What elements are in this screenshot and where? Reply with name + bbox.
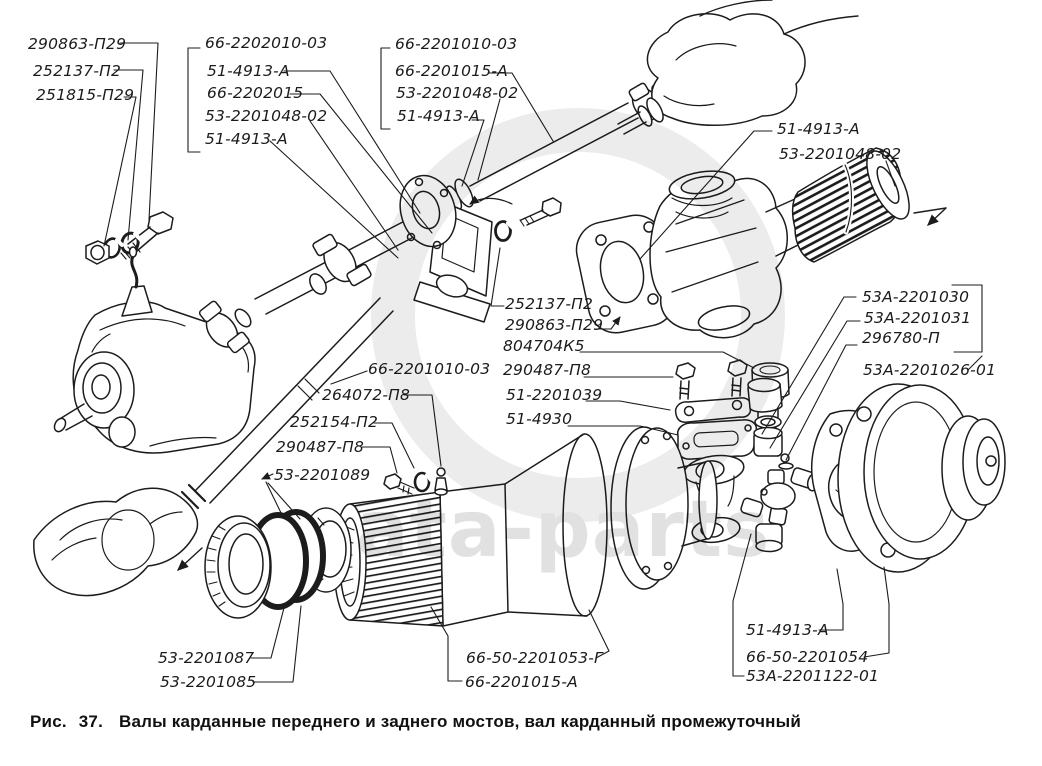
- grease-nipple-icon: [437, 468, 445, 476]
- gasket: [678, 420, 757, 459]
- part-label-66-50-2201053-g: 66-50-2201053-Г: [466, 649, 603, 667]
- ujoint-cross-parts: [740, 379, 822, 552]
- part-label-66-2201010-03-left: 66-2201010-03: [368, 360, 491, 378]
- part-label-66-50-2201054: 66-50-2201054: [746, 648, 869, 666]
- rear-axle-housing: [618, 0, 858, 134]
- figure-caption: [30, 712, 801, 732]
- part-label-290487-p8-left: 290487-П8: [276, 438, 365, 456]
- part-label-51-4913-a-5: 51-4913-А: [746, 621, 829, 639]
- part-label-252137-p2-top: 252137-П2: [33, 62, 122, 80]
- part-label-804704k5: 804704К5: [503, 337, 585, 355]
- part-label-53-2201048-02-1: 53-2201048-02: [205, 107, 328, 125]
- slip-yoke-assembly: [571, 145, 917, 338]
- direction-arrow-icon: [470, 198, 512, 204]
- part-label-51-4913-a-2: 51-4913-А: [205, 130, 288, 148]
- small-fasteners-group: [384, 468, 447, 495]
- part-label-53-2201089: 53-2201089: [274, 466, 371, 484]
- part-label-296780-p: 296780-П: [862, 329, 941, 347]
- part-label-66-2202015: 66-2202015: [207, 84, 304, 102]
- part-label-252154-p2: 252154-П2: [290, 413, 379, 431]
- part-label-66-2201015-a-bot: 66-2201015-А: [465, 673, 578, 691]
- part-label-290863-p29-top: 290863-П29: [28, 35, 127, 53]
- part-label-53a-2201026-01: 53А-2201026-01: [863, 361, 997, 379]
- nut-icon: [86, 241, 109, 264]
- part-label-251815-p29: 251815-П29: [36, 86, 135, 104]
- part-label-53-2201048-02-2: 53-2201048-02: [396, 84, 519, 102]
- part-label-53a-2201031: 53А-2201031: [864, 309, 972, 327]
- part-label-51-4930: 51-4930: [506, 410, 573, 428]
- part-label-290863-p29-mid: 290863-П29: [505, 316, 604, 334]
- brake-drum-assembly: [812, 384, 1005, 572]
- part-label-66-2201010-03-top: 66-2201010-03: [395, 35, 518, 53]
- part-label-53-2201048-02-3: 53-2201048-02: [779, 145, 902, 163]
- part-label-51-4913-a-1: 51-4913-А: [207, 62, 290, 80]
- shift-lever: [132, 256, 137, 287]
- part-label-53a-2201030: 53А-2201030: [862, 288, 970, 306]
- part-label-53-2201085: 53-2201085: [160, 673, 257, 691]
- gearbox: [52, 247, 255, 453]
- part-label-290487-p8-mid: 290487-П8: [503, 361, 592, 379]
- part-label-53-2201087: 53-2201087: [158, 649, 255, 667]
- part-label-53a-2201122-01: 53А-2201122-01: [746, 667, 880, 685]
- figure-caption-text: Валы карданные переднего и заднего мостов, вал карданный промежуточный: [119, 712, 802, 731]
- insertion-arrow-icon: [914, 208, 946, 225]
- figure-number: 37.: [78, 712, 104, 731]
- part-label-252137-p2-mid: 252137-П2: [505, 295, 594, 313]
- part-label-264072-p8: 264072-П8: [322, 386, 411, 404]
- watermark-text: ata-parts: [356, 485, 771, 575]
- front-axle-housing: [34, 488, 198, 595]
- shaft-tube-assembly: [205, 427, 717, 626]
- shift-tower: [122, 286, 152, 316]
- grease-fitting-icon: [781, 454, 789, 462]
- part-label-51-4913-a-3: 51-4913-А: [397, 107, 480, 125]
- part-label-66-2202010-03: 66-2202010-03: [205, 34, 328, 52]
- part-label-51-4913-a-4: 51-4913-А: [777, 120, 860, 138]
- part-label-51-2201039: 51-2201039: [506, 386, 603, 404]
- figure-label: Рис.: [30, 712, 67, 731]
- part-label-66-2201015-a-top: 66-2201015-А: [395, 62, 508, 80]
